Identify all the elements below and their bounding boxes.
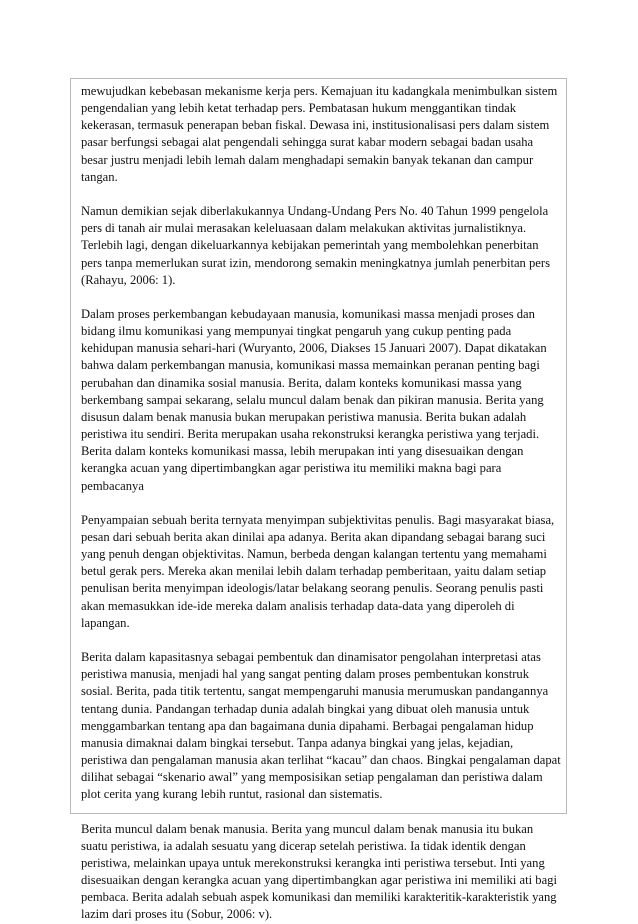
paragraph-6: Berita muncul dalam benak manusia. Berita yang muncul dalam benak manusia itu bukan suatu peristiwa, ia adalah sesuatu yang dicerap setelah peristiwa. Ia tidak identik dengan peristiwa, melainkan upaya untuk merekonstruksi kerangka inti peristiwa tersebut. Inti yang disesuaikan dengan kerangka acuan yang dipertimbangkan agar peristiwa ini memiliki ati bagi pembaca. Berita adalah sebuah aspek komunikasi dan memiliki karakteritik-karakteristik yang lazim dari proses itu (Sobur, 2006: v). bbox=[81, 821, 557, 922]
paragraph-5: Berita dalam kapasitasnya sebagai pembentuk dan dinamisator pengolahan interpretasi atas peristiwa manusia, menjadi hal yang sangat penting dalam proses pembentukan konstruk sosial. Berita, pada titik tertentu, sangat mempengaruhi manusia merumuskan pandangannya tentang dunia. Pandangan terhadap dunia adalah bingkai yang dibuat oleh manusia untuk menggambarkan tentang apa dan bagaimana dunia dipahami. Berbagai pengalaman hidup manusia dimaknai dalam bingkai tersebut. Tanpa adanya bingkai yang jelas, kejadian, peristiwa dan pengalaman manusia akan terlihat “kacau” dan chaos. Bingkai pengalaman dapat dilihat sebagai “skenario awal” yang memposisikan setiap pengalaman dan peristiwa dalam plot cerita yang kurang lebih runtut, rasional dan sistematis. bbox=[81, 650, 561, 802]
paragraph-3: Dalam proses perkembangan kebudayaan manusia, komunikasi massa menjadi proses dan bidang ilmu komunikasi yang mempunyai tingkat pengaruh yang cukup penting pada kehidupan manusia sehari-hari (Wuryanto, 2006, Diakses 15 Januari 2007). Dapat dikatakan bahwa dalam perkembangan manusia, komunikasi massa memainkan peranan penting bagi perubahan dan dinamika sosial manusia. Berita, dalam konteks komunikasi massa yang berkembang sampai sekarang, selalu muncul dalam benak dan pikiran manusia. Berita yang disusun dalam benak manusia bukan merupakan peristiwa manusia. Berita bukan adalah peristiwa itu sendiri. Berita merupakan usaha rekonstruksi kerangka peristiwa yang terjadi. Berita dalam konteks komunikasi massa, lebih merupakan inti yang disesuaikan dengan kerangka acuan yang dipertimbangkan agar peristiwa itu memiliki makna bagi para pembacanya bbox=[81, 307, 547, 493]
document-body bbox=[81, 83, 561, 924]
paragraph-1: mewujudkan kebebasan mekanisme kerja pers. Kemajuan itu kadangkala menimbulkan sistem pengendalian yang lebih ketat terhadap pers. Pembatasan hukum menggantikan tindak kekerasan, termasuk penerapan beban fiskal. Dewasa ini, institusionalisasi pers dalam sistem pasar berfungsi sebagai alat pengendali sehingga surat kabar modern sebagai badan usaha besar justru menjadi lebih lemah dalam menghadapi semakin banyak tekanan dan campur tangan. bbox=[81, 84, 558, 184]
paragraph-4: Penyampaian sebuah berita ternyata menyimpan subjektivitas penulis. Bagi masyarakat biasa, pesan dari sebuah berita akan dinilai apa adanya. Berita akan dipandang sebagai barang suci yang penuh dengan objektivitas. Namun, berbeda dengan kalangan tertentu yang memahami betul gerak pers. Mereka akan menilai lebih dalam terhadap pemberitaan, yaitu dalam setiap penulisan berita menyimpan ideologis/latar belakang seorang penulis. Seorang penulis pasti akan memasukkan ide-ide mereka dalam analisis terhadap data-data yang diperoleh di lapangan. bbox=[81, 512, 555, 630]
paragraph-2: Namun demikian sejak diberlakukannya Undang-Undang Pers No. 40 Tahun 1999 pengelola pers di tanah air mulai merasakan keleluasaan dalam melakukan aktivitas jurnalistiknya. Terlebih lagi, dengan dikeluarkannya kebijakan pemerintah yang membolehkan penerbitan pers tanpa memerlukan surat izin, mendorong semakin meningkatnya jumlah penerbitan pers (Rahayu, 2006: 1). bbox=[81, 204, 550, 287]
document-page bbox=[70, 78, 567, 922]
